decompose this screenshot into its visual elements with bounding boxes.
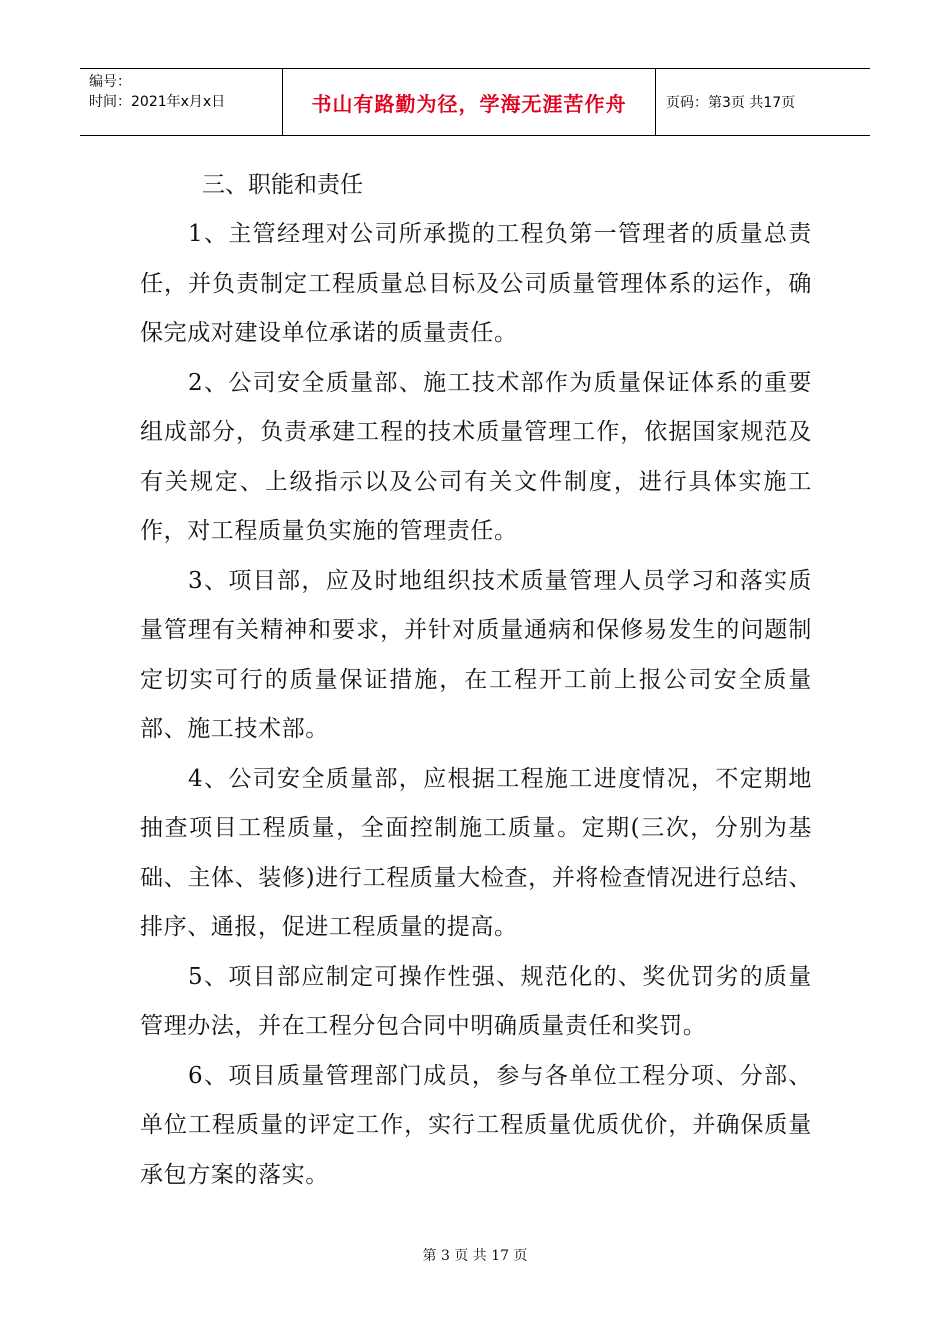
paragraph-1: 1、主管经理对公司所承揽的工程负第一管理者的质量总责任，并负责制定工程质量总目标及公司质量管理体系的运作，确保完成对建设单位承诺的质量责任。	[140, 221, 812, 346]
paragraph-2: 2、公司安全质量部、施工技术部作为质量保证体系的重要组成部分，负责承建工程的技术质量管理工作，依据国家规范及有关规定、上级指示以及公司有关文件制度，进行具体实施工作，对工程质量负实施的管理责任。	[140, 369, 812, 544]
header-page-info: 页码：第3页 共17页	[666, 95, 796, 111]
paragraph-6: 6、项目质量管理部门成员，参与各单位工程分项、分部、单位工程质量的评定工作，实行工程质量优质优价，并确保质量承包方案的落实。	[140, 1062, 812, 1188]
document-body	[140, 166, 812, 1200]
document-header	[80, 68, 870, 136]
paragraph-3: 3、项目部，应及时地组织技术质量管理人员学习和落实质量管理有关精神和要求，并针对质量通病和保修易发生的问题制定切实可行的质量保证措施，在工程开工前上报公司安全质量部、施工技术部。	[140, 567, 812, 742]
serial-number-label: 编号：	[89, 74, 131, 90]
header-motto-cell	[283, 69, 656, 135]
page-footer: 第 3 页 共 17 页	[422, 1248, 528, 1264]
header-meta-cell	[80, 69, 283, 135]
paragraph-5: 5、项目部应制定可操作性强、规范化的、奖优罚劣的质量管理办法，并在工程分包合同中明确质量责任和奖罚。	[140, 963, 812, 1039]
paragraph-4: 4、公司安全质量部，应根据工程施工进度情况，不定期地抽查项目工程质量，全面控制施工质量。定期(三次，分别为基础、主体、装修)进行工程质量大检查，并将检查情况进行总结、排序、通报，促进工程质量的提高。	[140, 765, 812, 940]
time-label: 时间：2021年x月x日	[89, 94, 226, 110]
section-title: 三、职能和责任	[202, 172, 363, 198]
header-motto: 书山有路勤为径，学海无涯苦作舟	[311, 91, 627, 116]
header-page-cell	[656, 69, 870, 135]
